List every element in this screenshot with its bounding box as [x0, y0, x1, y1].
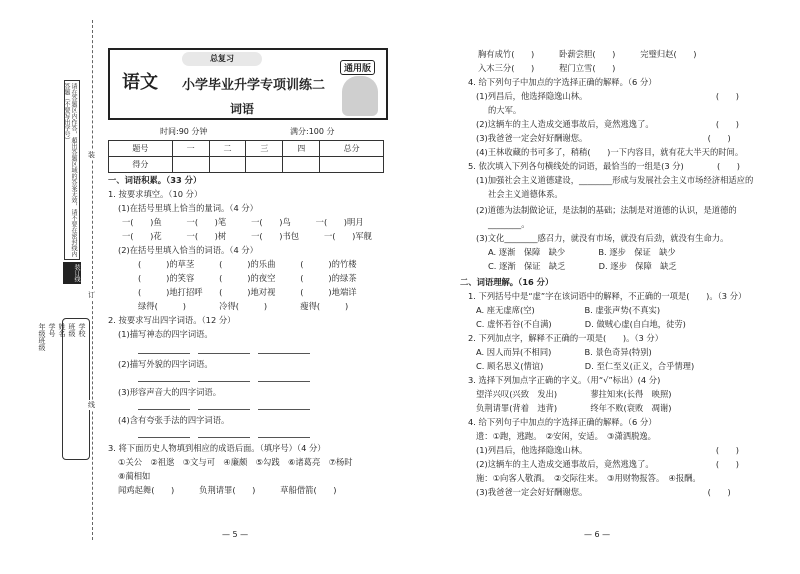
- answer-row[interactable]: ( )的笑容 ( )的夜空 ( )的绿茶: [138, 273, 357, 283]
- title-box: [108, 48, 388, 120]
- answer-lines[interactable]: [138, 344, 318, 358]
- answer-row[interactable]: 负荆请罪(背着 违背) 终年不败(衰败 凋谢): [476, 403, 672, 413]
- cut-mark: 线: [88, 401, 95, 409]
- question-text: (3)文化________感召力，就没有市场，就没有后劲，就没有生命力。: [476, 233, 729, 243]
- option-list: A. 因人而异(不相同) B. 景色奇异(特别): [476, 347, 652, 357]
- edition-badge: 通用版: [340, 60, 375, 75]
- option-list: C. 虚怀若谷(不自满) D. 做贼心虚(自白地，徒劳): [476, 319, 686, 329]
- option-list: 遗：①跑，逃跑。 ②安闲，安适。 ③潇洒脱逸。: [476, 431, 656, 441]
- question-text: 4. 给下列句子中加点的字选择正确的解释。（6 分）: [468, 417, 657, 427]
- answer-lines[interactable]: [138, 372, 318, 386]
- binding-margin: [0, 0, 96, 574]
- answer-row[interactable]: ( )的草茎 ( )的乐曲 ( )的竹楼: [138, 259, 357, 269]
- section-heading: 二、词语理解。（16 分）: [460, 277, 554, 287]
- cut-mark: 订: [88, 291, 95, 299]
- series-logo: 总复习: [182, 52, 262, 66]
- question-text: 4. 给下列句子中加点的字选择正确的解释。（6 分）: [468, 77, 657, 87]
- question-text: (1)在括号里填上恰当的量词。（4 分）: [118, 203, 258, 213]
- answer-row[interactable]: (4)王林收藏的书可多了，稍稍( )一下内容目，就有花大半天的时间。: [476, 147, 744, 157]
- question-text: (3)形容声音大的四字词语。: [118, 387, 222, 397]
- section-heading: 一、词语积累。（33 分）: [108, 175, 202, 185]
- mascot-illustration: [342, 76, 378, 116]
- question-text: (2)道德为法制做论证，是法制的基础；法制是对道德的认识，是道德的: [476, 205, 737, 215]
- score-input-cell[interactable]: [320, 157, 384, 173]
- answer-row[interactable]: ( )地打招呼 ( )地对视 ( )地端详: [138, 287, 357, 297]
- question-text: ________。: [488, 219, 530, 229]
- option-list: 施：①向客人敬酒。 ②交际往来。 ③用财物报答。 ④报酬。: [476, 473, 701, 483]
- binding-badge: 装订线: [63, 262, 81, 284]
- option-list: ①关公 ②祖逖 ③文与可 ④廉颇 ⑤勾践 ⑥诸葛亮 ⑦杨时: [118, 457, 353, 467]
- question-text: (2)描写外貌的四字词语。: [118, 359, 213, 369]
- time-limit: 时间:90 分钟: [160, 127, 208, 136]
- table-cell: 一: [172, 141, 209, 157]
- full-score: 满分:100 分: [290, 127, 335, 136]
- cut-mark: 装: [88, 151, 95, 159]
- question-text: 3. 选择下列加点字正确的字义。（用“√”标出）(4 分): [468, 375, 661, 385]
- question-text[interactable]: 1. 下列括号中是“虚”字在该词语中的解释，不正确的一项是( )。（3 分）: [468, 291, 747, 301]
- page-number: — 6 —: [584, 530, 611, 539]
- answer-row[interactable]: 入木三分( ) 程门立雪( ): [478, 63, 616, 73]
- sub-title: 词语: [230, 102, 255, 116]
- binding-note: 请在答题区内作答，超出答题区域的答案无效，请不要在密封线内答题（不要写出学号）: [64, 80, 80, 260]
- student-info-box[interactable]: [38, 318, 90, 460]
- score-input-cell[interactable]: [246, 157, 283, 173]
- question-text: 1. 按要求填空。（10 分）: [108, 189, 203, 199]
- table-row: [109, 157, 384, 173]
- option-list: A. 逐渐 保障 缺少 B. 逐步 保证 缺少: [488, 247, 676, 257]
- name-field-label: 姓名: [58, 323, 66, 337]
- question-text[interactable]: 2. 下列加点字，解释不正确的一项是( )。（3 分）: [468, 333, 664, 343]
- score-input-cell[interactable]: [209, 157, 246, 173]
- table-cell: 四: [283, 141, 320, 157]
- table-row: [109, 141, 384, 157]
- answer-row[interactable]: 一( )鱼 一( )笔 一( )鸟 一( )明月: [122, 217, 364, 227]
- table-cell: 题号: [109, 141, 173, 157]
- question-text: 3. 将下面历史人物填到相应的成语后面。（填序号）（4 分）: [108, 443, 326, 453]
- answer-lines[interactable]: [138, 428, 318, 442]
- table-cell: 总分: [320, 141, 384, 157]
- question-text[interactable]: 5. 依次填入下列各句横线处的词语，最恰当的一组是(3 分) ( ): [468, 161, 741, 171]
- table-cell: 二: [209, 141, 246, 157]
- cut-line: [92, 20, 93, 540]
- answer-row[interactable]: 一( )花 一( )树 一( )书包 一( )军舰: [122, 231, 372, 241]
- grade-field-label: 年级班级: [38, 323, 46, 351]
- score-input-cell[interactable]: [283, 157, 320, 173]
- subject-label: 语文: [122, 72, 158, 93]
- answer-row[interactable]: (1)列昌后，他选择隐逸山林。 ( ): [476, 445, 739, 455]
- table-cell: 三: [246, 141, 283, 157]
- option-list: C. 顾名思义(情谊) D. 至仁至义(正义，合乎情理): [476, 361, 695, 371]
- answer-row[interactable]: (2)这辆车的主人造成交通事故后，竟然逃逸了。 ( ): [476, 459, 739, 469]
- question-text: 的大军。: [488, 105, 522, 115]
- answer-row[interactable]: 望洋兴叹(兴致 发出) 蓼拄知来(长得 映照): [476, 389, 672, 399]
- answer-row[interactable]: (1)列昌后，他选择隐逸山林。 ( ): [476, 91, 739, 101]
- question-text: 社会主义道德体系。: [488, 189, 563, 199]
- score-input-cell[interactable]: [172, 157, 209, 173]
- answer-row[interactable]: 胸有成竹( ) 卧薪尝胆( ) 完璧归赵( ): [478, 49, 697, 59]
- option-list: C. 逐渐 保证 缺乏 D. 逐步 保障 缺乏: [488, 261, 677, 271]
- question-text: (1)描写神态的四字词语。: [118, 329, 213, 339]
- main-title: 小学毕业升学专项训练二: [182, 78, 326, 93]
- option-list: A. 座无虚席(空) B. 虚张声势(不真实): [476, 305, 661, 315]
- question-text: (1)加强社会主义道德建设，________形成与发展社会主义市场经济相适应的: [476, 175, 754, 185]
- page-number: — 5 —: [222, 530, 249, 539]
- answer-row[interactable]: 闻鸡起舞( ) 负荆请罪( ) 草船借箭( ): [118, 485, 337, 495]
- question-text: 2. 按要求写出四字词语。（12 分）: [108, 315, 236, 325]
- option-list: ⑧蔺相如: [118, 471, 151, 481]
- score-table: [108, 140, 384, 173]
- question-text: (2)在括号里填入恰当的词语。（4 分）: [118, 245, 258, 255]
- answer-row[interactable]: (3)我爸爸一定会好好酬谢您。 ( ): [476, 487, 731, 497]
- answer-row[interactable]: 绿得( ) 冷得( ) 瘦得( ): [138, 301, 349, 311]
- school-field-label: 学校: [78, 323, 86, 337]
- number-field-label: 学号: [48, 323, 56, 337]
- answer-row[interactable]: (3)我爸爸一定会好好酬谢您。 ( ): [476, 133, 731, 143]
- answer-lines[interactable]: [138, 400, 318, 414]
- class-field-label: 班级: [68, 323, 76, 337]
- question-text: (4)含有夸张手法的四字词语。: [118, 415, 230, 425]
- answer-row[interactable]: (2)这辆车的主人造成交通事故后，竟然逃逸了。 ( ): [476, 119, 739, 129]
- table-cell: 得分: [109, 157, 173, 173]
